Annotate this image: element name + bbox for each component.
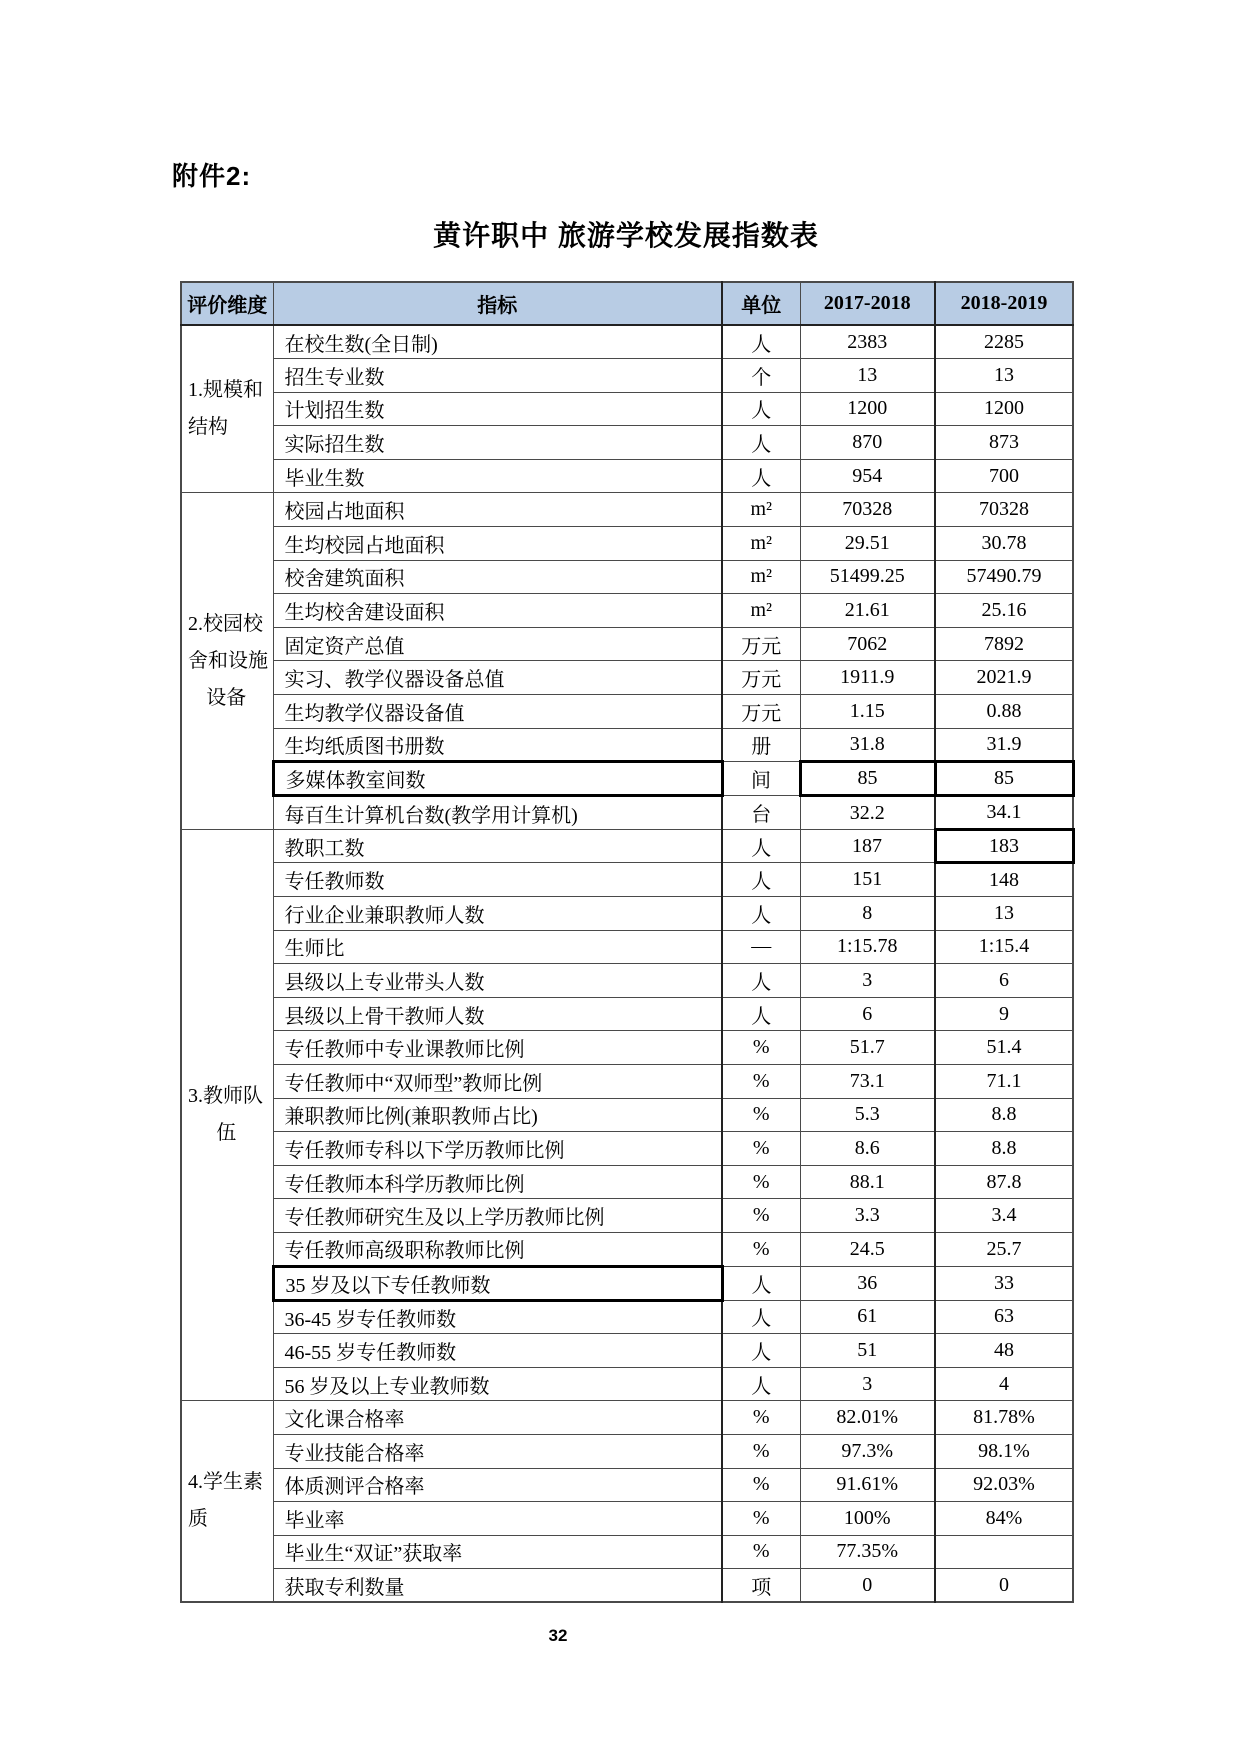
table-row — [181, 1199, 1073, 1233]
unit-cell: — — [722, 930, 800, 964]
table-row — [181, 863, 1073, 897]
table-row — [181, 1434, 1073, 1468]
unit-cell: 项 — [722, 1569, 800, 1603]
value-2018-2019-cell: 13 — [935, 897, 1073, 931]
unit-cell: % — [722, 1098, 800, 1132]
table-row — [181, 997, 1073, 1031]
header-indicator: 指标 — [273, 282, 722, 325]
dimension-label-line: 1.规模和 — [188, 379, 263, 402]
table-row — [181, 1401, 1073, 1435]
table-row — [181, 493, 1073, 527]
header-year-2017-2018: 2017-2018 — [800, 282, 935, 325]
value-2017-2018-cell: 13 — [800, 359, 935, 393]
header-dimension: 评价维度 — [181, 282, 273, 325]
unit-cell: 人 — [722, 863, 800, 897]
value-2017-2018-cell: 77.35% — [800, 1535, 935, 1569]
unit-cell: % — [722, 1199, 800, 1233]
value-2017-2018-cell: 61 — [800, 1300, 935, 1334]
indicator-cell: 生均校舍建设面积 — [273, 594, 722, 628]
value-2017-2018-cell: 100% — [800, 1502, 935, 1536]
value-2018-2019-cell: 92.03% — [935, 1468, 1073, 1502]
dimension-cell — [181, 829, 273, 1401]
unit-cell: 间 — [722, 762, 800, 796]
indicator-cell: 每百生计算机台数(教学用计算机) — [273, 796, 722, 830]
development-index-table — [180, 281, 1075, 1603]
unit-cell: % — [722, 1502, 800, 1536]
value-2018-2019-cell: 0 — [935, 1569, 1073, 1603]
indicator-cell: 专任教师本科学历教师比例 — [273, 1165, 722, 1199]
unit-cell: 人 — [722, 964, 800, 998]
value-2017-2018-cell: 6 — [800, 997, 935, 1031]
value-2017-2018-cell: 5.3 — [800, 1098, 935, 1132]
indicator-cell: 生均纸质图书册数 — [273, 728, 722, 762]
unit-cell: m² — [722, 560, 800, 594]
unit-cell: 人 — [722, 829, 800, 863]
value-2018-2019-cell: 87.8 — [935, 1165, 1073, 1199]
unit-cell: % — [722, 1401, 800, 1435]
table-row — [181, 459, 1073, 493]
unit-cell: 人 — [722, 1367, 800, 1401]
unit-cell: % — [722, 1232, 800, 1266]
dimension-label-line: 质 — [188, 1508, 208, 1531]
value-2017-2018-cell: 73.1 — [800, 1064, 935, 1098]
unit-cell: 人 — [722, 392, 800, 426]
table-row — [181, 1132, 1073, 1166]
value-2017-2018-cell: 85 — [800, 762, 935, 796]
value-2017-2018-cell: 36 — [800, 1266, 935, 1300]
unit-cell: 台 — [722, 796, 800, 830]
value-2017-2018-cell: 51.7 — [800, 1031, 935, 1065]
value-2017-2018-cell: 7062 — [800, 627, 935, 661]
page-number: 32 — [548, 1626, 568, 1645]
value-2018-2019-cell: 25.16 — [935, 594, 1073, 628]
unit-cell: 人 — [722, 426, 800, 460]
indicator-cell: 县级以上专业带头人数 — [273, 964, 722, 998]
value-2018-2019-cell: 700 — [935, 459, 1073, 493]
value-2017-2018-cell: 91.61% — [800, 1468, 935, 1502]
value-2018-2019-cell: 81.78% — [935, 1401, 1073, 1435]
table-row — [181, 392, 1073, 426]
value-2018-2019-cell: 2285 — [935, 325, 1073, 359]
table-body — [181, 325, 1073, 1602]
unit-cell: 万元 — [722, 661, 800, 695]
unit-cell: m² — [722, 594, 800, 628]
unit-cell: % — [722, 1132, 800, 1166]
dimension-label-line: 伍 — [216, 1122, 237, 1145]
table-row — [181, 1334, 1073, 1368]
indicator-cell: 专任教师高级职称教师比例 — [273, 1232, 722, 1266]
indicator-cell: 35 岁及以下专任教师数 — [273, 1266, 722, 1300]
indicator-cell: 兼职教师比例(兼职教师占比) — [273, 1098, 722, 1132]
table-row — [181, 1064, 1073, 1098]
indicator-cell: 计划招生数 — [273, 392, 722, 426]
value-2018-2019-cell: 3.4 — [935, 1199, 1073, 1233]
value-2018-2019-cell — [935, 1535, 1073, 1569]
table-row — [181, 1098, 1073, 1132]
indicator-cell: 专任教师中“双师型”教师比例 — [273, 1064, 722, 1098]
value-2017-2018-cell: 88.1 — [800, 1165, 935, 1199]
value-2018-2019-cell: 8.8 — [935, 1098, 1073, 1132]
value-2017-2018-cell: 8 — [800, 897, 935, 931]
indicator-cell: 生师比 — [273, 930, 722, 964]
indicator-cell: 36-45 岁专任教师数 — [273, 1300, 722, 1334]
indicator-cell: 专任教师数 — [273, 863, 722, 897]
unit-cell: 人 — [722, 997, 800, 1031]
table-row — [181, 1535, 1073, 1569]
table-row — [181, 1232, 1073, 1266]
dimension-label-line: 3.教师队 — [188, 1085, 263, 1108]
table-row — [181, 1266, 1073, 1300]
value-2018-2019-cell: 183 — [935, 829, 1073, 863]
unit-cell: 人 — [722, 897, 800, 931]
unit-cell: 册 — [722, 728, 800, 762]
unit-cell: % — [722, 1468, 800, 1502]
table-row — [181, 560, 1073, 594]
unit-cell: 人 — [722, 459, 800, 493]
table-row — [181, 325, 1073, 359]
value-2017-2018-cell: 21.61 — [800, 594, 935, 628]
dimension-label-line: 设备 — [206, 686, 247, 709]
unit-cell: 个 — [722, 359, 800, 393]
unit-cell: % — [722, 1064, 800, 1098]
unit-cell: % — [722, 1535, 800, 1569]
table-row — [181, 1165, 1073, 1199]
value-2017-2018-cell: 70328 — [800, 493, 935, 527]
value-2018-2019-cell: 70328 — [935, 493, 1073, 527]
table-row — [181, 661, 1073, 695]
table-row — [181, 1300, 1073, 1334]
value-2018-2019-cell: 34.1 — [935, 796, 1073, 830]
indicator-cell: 招生专业数 — [273, 359, 722, 393]
value-2018-2019-cell: 7892 — [935, 627, 1073, 661]
table-row — [181, 964, 1073, 998]
unit-cell: 人 — [722, 1334, 800, 1368]
value-2018-2019-cell: 6 — [935, 964, 1073, 998]
value-2017-2018-cell: 2383 — [800, 325, 935, 359]
indicator-cell: 生均校园占地面积 — [273, 527, 722, 561]
value-2017-2018-cell: 1.15 — [800, 695, 935, 729]
table-row — [181, 1367, 1073, 1401]
value-2018-2019-cell: 9 — [935, 997, 1073, 1031]
value-2018-2019-cell: 873 — [935, 426, 1073, 460]
indicator-cell: 多媒体教室间数 — [273, 762, 722, 796]
indicator-cell: 生均教学仪器设备值 — [273, 695, 722, 729]
value-2017-2018-cell: 3.3 — [800, 1199, 935, 1233]
dimension-cell — [181, 1401, 273, 1603]
attachment-label: 附件2: — [172, 161, 252, 191]
value-2018-2019-cell: 33 — [935, 1266, 1073, 1300]
unit-cell: m² — [722, 527, 800, 561]
dimension-cell — [181, 493, 273, 829]
unit-cell: % — [722, 1165, 800, 1199]
value-2018-2019-cell: 31.9 — [935, 728, 1073, 762]
value-2018-2019-cell: 148 — [935, 863, 1073, 897]
value-2018-2019-cell: 51.4 — [935, 1031, 1073, 1065]
dimension-label-line: 4.学生素 — [188, 1471, 263, 1494]
dimension-label-line: 2.校园校 — [188, 612, 263, 635]
value-2017-2018-cell: 3 — [800, 1367, 935, 1401]
indicator-cell: 校园占地面积 — [273, 493, 722, 527]
indicator-cell: 实际招生数 — [273, 426, 722, 460]
value-2018-2019-cell: 63 — [935, 1300, 1073, 1334]
value-2018-2019-cell: 8.8 — [935, 1132, 1073, 1166]
table-row — [181, 1569, 1073, 1603]
table-row — [181, 829, 1073, 863]
indicator-cell: 校舍建筑面积 — [273, 560, 722, 594]
dimension-cell — [181, 325, 273, 493]
value-2018-2019-cell: 0.88 — [935, 695, 1073, 729]
table-row — [181, 1468, 1073, 1502]
value-2018-2019-cell: 4 — [935, 1367, 1073, 1401]
indicator-cell: 获取专利数量 — [273, 1569, 722, 1603]
value-2017-2018-cell: 0 — [800, 1569, 935, 1603]
value-2018-2019-cell: 1:15.4 — [935, 930, 1073, 964]
value-2017-2018-cell: 51499.25 — [800, 560, 935, 594]
header-row — [181, 282, 1073, 325]
table-row — [181, 930, 1073, 964]
table-row — [181, 627, 1073, 661]
table-row — [181, 728, 1073, 762]
value-2018-2019-cell: 85 — [935, 762, 1073, 796]
table-row — [181, 762, 1073, 796]
table-row — [181, 1031, 1073, 1065]
indicator-cell: 实习、教学仪器设备总值 — [273, 661, 722, 695]
indicator-cell: 县级以上骨干教师人数 — [273, 997, 722, 1031]
indicator-cell: 毕业生数 — [273, 459, 722, 493]
value-2018-2019-cell: 48 — [935, 1334, 1073, 1368]
indicator-cell: 专任教师专科以下学历教师比例 — [273, 1132, 722, 1166]
indicator-cell: 体质测评合格率 — [273, 1468, 722, 1502]
value-2017-2018-cell: 8.6 — [800, 1132, 935, 1166]
value-2017-2018-cell: 24.5 — [800, 1232, 935, 1266]
value-2017-2018-cell: 97.3% — [800, 1434, 935, 1468]
unit-cell: m² — [722, 493, 800, 527]
unit-cell: 人 — [722, 1300, 800, 1334]
unit-cell: 万元 — [722, 627, 800, 661]
unit-cell: % — [722, 1434, 800, 1468]
table-row — [181, 897, 1073, 931]
table-row — [181, 594, 1073, 628]
value-2017-2018-cell: 29.51 — [800, 527, 935, 561]
value-2018-2019-cell: 13 — [935, 359, 1073, 393]
indicator-cell: 56 岁及以上专业教师数 — [273, 1367, 722, 1401]
value-2018-2019-cell: 1200 — [935, 392, 1073, 426]
page-title: 黄许职中 旅游学校发展指数表 — [433, 220, 819, 251]
table-row — [181, 359, 1073, 393]
unit-cell: 万元 — [722, 695, 800, 729]
value-2017-2018-cell: 1:15.78 — [800, 930, 935, 964]
indicator-cell: 专任教师中专业课教师比例 — [273, 1031, 722, 1065]
table-row — [181, 527, 1073, 561]
value-2018-2019-cell: 71.1 — [935, 1064, 1073, 1098]
dimension-label-line: 结构 — [188, 416, 228, 439]
indicator-cell: 教职工数 — [273, 829, 722, 863]
table-row — [181, 695, 1073, 729]
table-row — [181, 1502, 1073, 1536]
unit-cell: 人 — [722, 1266, 800, 1300]
indicator-cell: 行业企业兼职教师人数 — [273, 897, 722, 931]
table-row — [181, 426, 1073, 460]
value-2017-2018-cell: 32.2 — [800, 796, 935, 830]
table-row — [181, 796, 1073, 830]
dimension-label-line: 舍和设施 — [188, 649, 268, 672]
value-2017-2018-cell: 51 — [800, 1334, 935, 1368]
value-2017-2018-cell: 1911.9 — [800, 661, 935, 695]
value-2017-2018-cell: 870 — [800, 426, 935, 460]
value-2017-2018-cell: 31.8 — [800, 728, 935, 762]
value-2018-2019-cell: 98.1% — [935, 1434, 1073, 1468]
indicator-cell: 专任教师研究生及以上学历教师比例 — [273, 1199, 722, 1233]
value-2017-2018-cell: 82.01% — [800, 1401, 935, 1435]
unit-cell: 人 — [722, 325, 800, 359]
header-year-2018-2019: 2018-2019 — [935, 282, 1073, 325]
value-2018-2019-cell: 84% — [935, 1502, 1073, 1536]
value-2017-2018-cell: 3 — [800, 964, 935, 998]
indicator-cell: 文化课合格率 — [273, 1401, 722, 1435]
value-2017-2018-cell: 1200 — [800, 392, 935, 426]
indicator-cell: 固定资产总值 — [273, 627, 722, 661]
value-2017-2018-cell: 187 — [800, 829, 935, 863]
indicator-cell: 毕业率 — [273, 1502, 722, 1536]
indicator-cell: 毕业生“双证”获取率 — [273, 1535, 722, 1569]
value-2017-2018-cell: 954 — [800, 459, 935, 493]
indicator-cell: 专业技能合格率 — [273, 1434, 722, 1468]
value-2018-2019-cell: 30.78 — [935, 527, 1073, 561]
indicator-cell: 在校生数(全日制) — [273, 325, 722, 359]
unit-cell: % — [722, 1031, 800, 1065]
value-2018-2019-cell: 57490.79 — [935, 560, 1073, 594]
indicator-cell: 46-55 岁专任教师数 — [273, 1334, 722, 1368]
header-unit: 单位 — [722, 282, 800, 325]
value-2018-2019-cell: 2021.9 — [935, 661, 1073, 695]
value-2018-2019-cell: 25.7 — [935, 1232, 1073, 1266]
value-2017-2018-cell: 151 — [800, 863, 935, 897]
